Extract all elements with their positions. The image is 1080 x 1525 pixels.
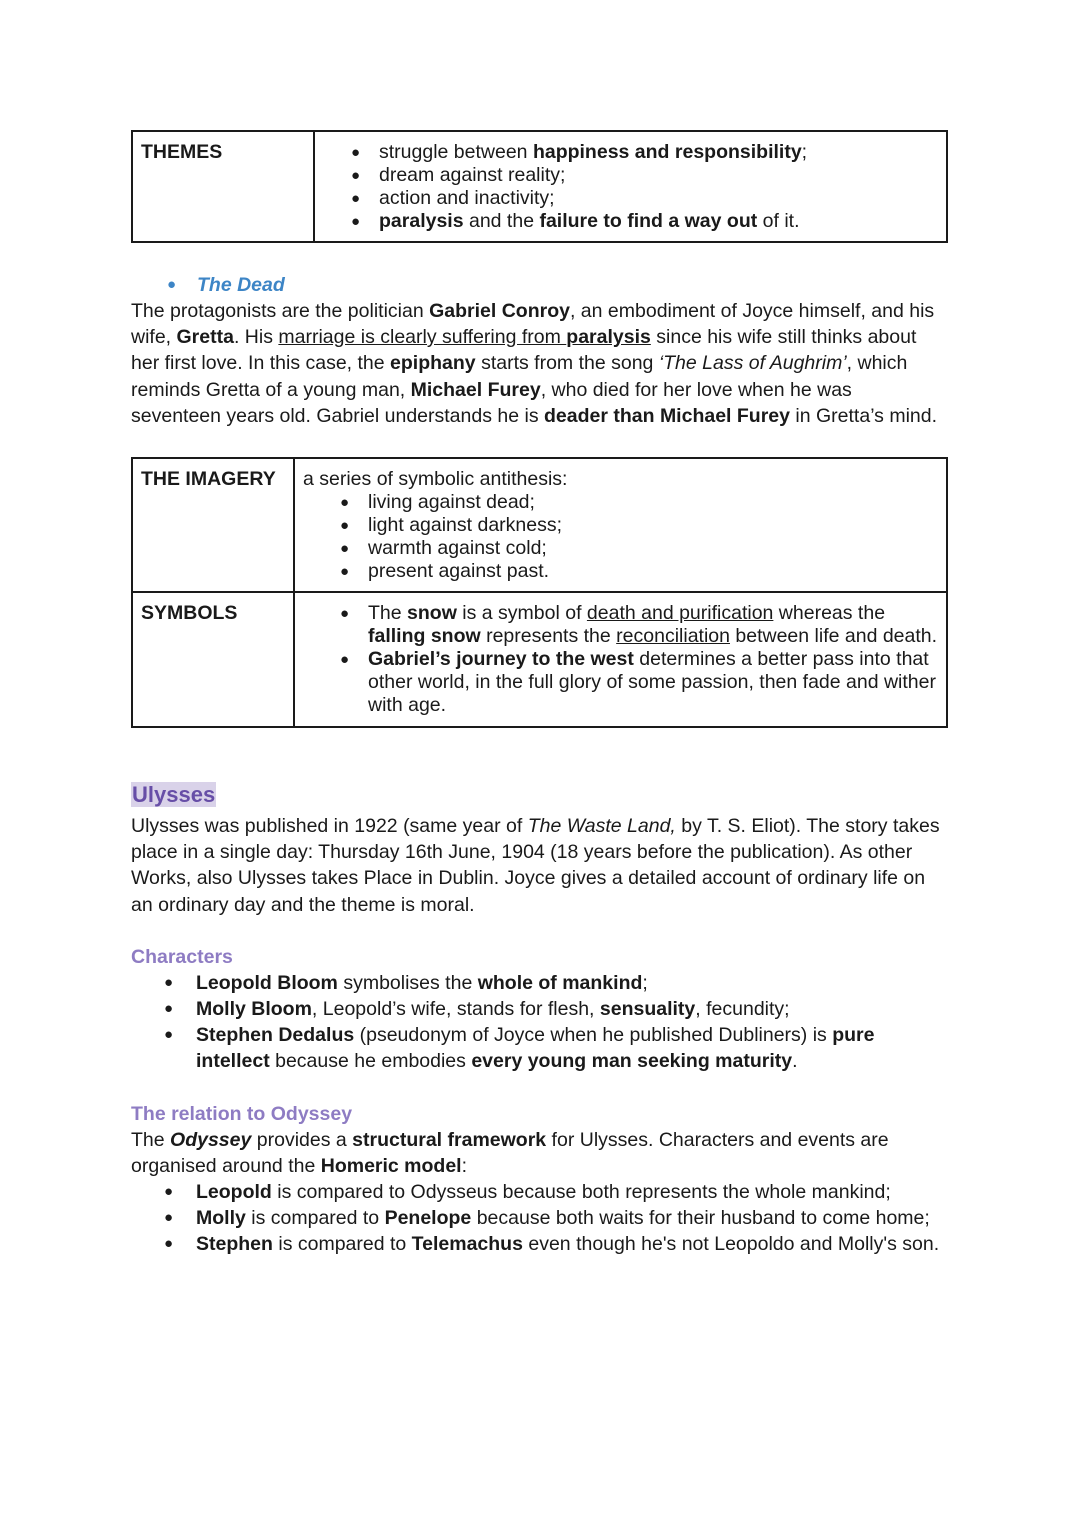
- list-item: ● The snow is a symbol of death and purification whereas the falling snow represents the reconciliation between life and death.: [368, 602, 938, 648]
- list-item: ● living against dead;: [368, 491, 938, 514]
- document-page: [131, 130, 947, 1258]
- bold-text: every young man seeking maturity: [471, 1050, 793, 1073]
- odyssey-heading: The relation to Odyssey: [131, 1102, 353, 1125]
- underlined-text: reconciliation: [616, 625, 730, 648]
- bold-text: Penelope: [384, 1207, 472, 1230]
- symbols-row: [132, 592, 947, 727]
- the-dead-paragraph: The protagonists are the politician Gabriel Conroy, an embodiment of Joyce himself, and his wife, Gretta. His marriage is clearly suffering from paralysis since his wife still thinks about her first love. In this case, the epiphany starts from the song ‘The Lass of Aughrim’, which reminds Gretta of a young man, Michael Furey, who died for her love when he was seventeen years old. Gabriel understands he is deader than Michael Furey in Gretta’s mind.: [131, 300, 938, 427]
- imagery-list: [303, 491, 938, 583]
- list-item: ● struggle between happiness and responsibility;: [379, 141, 938, 164]
- symbols-content: [294, 592, 947, 727]
- italic-text: ‘The Lass of Aughrim’: [658, 352, 847, 375]
- list-item: ● Stephen Dedalus (pseudonym of Joyce when he published Dubliners) is pure intellect because he embodies every young man seeking maturity.: [196, 1022, 947, 1074]
- ulysses-paragraph: Ulysses was published in 1922 (same year of The Waste Land, by T. S. Eliot). The story takes place in a single day: Thursday 16th June, 1904 (18 years before the publication). As other Works, also Ulysses takes Place in Dublin. Joyce gives a detailed account of ordinary life on an ordinary day and the theme is moral.: [131, 815, 940, 916]
- underlined-text: paralysis: [566, 326, 651, 349]
- ulysses-title-line: [131, 780, 947, 813]
- bold-text: Telemachus: [411, 1233, 523, 1256]
- bold-text: epiphany: [390, 352, 476, 375]
- bullet-icon: ●: [167, 276, 177, 293]
- bold-text: falling snow: [368, 625, 481, 648]
- odyssey-paragraph: The Odyssey provides a structural framework for Ulysses. Characters and events are organised around the Homeric model:: [131, 1128, 889, 1177]
- bold-text: whole of mankind: [477, 971, 643, 994]
- imagery-table: [131, 457, 948, 728]
- bold-text: Gretta: [176, 326, 234, 349]
- underlined-text: death and purification: [586, 602, 774, 625]
- bold-text: Gabriel Conroy: [429, 300, 570, 322]
- bold-text: paralysis: [379, 210, 464, 232]
- bold-text: sensuality: [599, 998, 696, 1021]
- bold-text: Odyssey: [170, 1128, 252, 1151]
- list-item: ● Molly is compared to Penelope because both waits for their husband to come home;: [196, 1205, 947, 1231]
- characters-heading: Characters: [131, 945, 233, 968]
- imagery-label: THE IMAGERY: [132, 458, 294, 592]
- list-item: ● Stephen is compared to Telemachus even though he's not Leopoldo and Molly's son.: [196, 1231, 947, 1257]
- bold-text: Molly: [196, 1207, 246, 1230]
- symbols-label: SYMBOLS: [132, 592, 294, 727]
- bold-text: Stephen Dedalus: [196, 1024, 355, 1047]
- bold-text: Molly Bloom: [196, 998, 312, 1021]
- imagery-content: [294, 458, 947, 592]
- list-item: ● paralysis and the failure to find a way out of it.: [379, 210, 938, 233]
- list-item: ● Gabriel’s journey to the west determines a better pass into that other world, in the full glory of some passion, then fade and wither with age.: [368, 648, 938, 717]
- bold-text: pure intellect: [196, 1024, 875, 1073]
- themes-content: [314, 131, 947, 242]
- list-item: ● light against darkness;: [368, 514, 938, 537]
- spacer: [131, 918, 947, 944]
- bold-text: snow: [407, 602, 457, 625]
- italic-text: The Waste Land,: [527, 815, 676, 838]
- themes-label: THEMES: [132, 131, 314, 242]
- bold-text: structural framework: [352, 1128, 547, 1151]
- ulysses-title: Ulysses: [132, 782, 216, 808]
- bold-text: Leopold: [196, 1181, 272, 1204]
- the-dead-heading: The Dead: [197, 274, 285, 296]
- spacer: [131, 1075, 947, 1101]
- bold-text: Gabriel’s journey to the west: [368, 648, 634, 671]
- list-item: ● action and inactivity;: [379, 187, 938, 210]
- themes-row: [132, 131, 947, 242]
- bold-text: Leopold Bloom: [196, 971, 338, 994]
- bold-text: Homeric model: [320, 1154, 462, 1177]
- list-item: ● Leopold is compared to Odysseus because both represents the whole mankind;: [196, 1179, 947, 1205]
- imagery-row: [132, 458, 947, 592]
- characters-list: [131, 970, 947, 1075]
- imagery-intro: a series of symbolic antithesis:: [303, 468, 568, 491]
- underlined-text: marriage is clearly suffering from: [278, 326, 567, 349]
- bold-text: happiness and responsibility: [532, 141, 802, 163]
- symbols-list: [303, 602, 938, 717]
- list-item: ● Leopold Bloom symbolises the whole of mankind;: [196, 970, 947, 996]
- odyssey-list: [131, 1179, 947, 1258]
- themes-list: [323, 141, 938, 233]
- bold-text: Stephen: [196, 1233, 273, 1256]
- list-item: ● dream against reality;: [379, 164, 938, 187]
- list-item: ● present against past.: [368, 560, 938, 583]
- bold-text: Michael Furey: [410, 378, 541, 401]
- bold-text: deader than Michael Furey: [544, 404, 790, 427]
- the-dead-heading-item: [131, 272, 947, 298]
- list-item: ● warmth against cold;: [368, 537, 938, 560]
- themes-table: [131, 130, 948, 243]
- bold-text: failure to find a way out: [539, 210, 758, 232]
- list-item: ● Molly Bloom, Leopold’s wife, stands for flesh, sensuality, fecundity;: [196, 996, 947, 1022]
